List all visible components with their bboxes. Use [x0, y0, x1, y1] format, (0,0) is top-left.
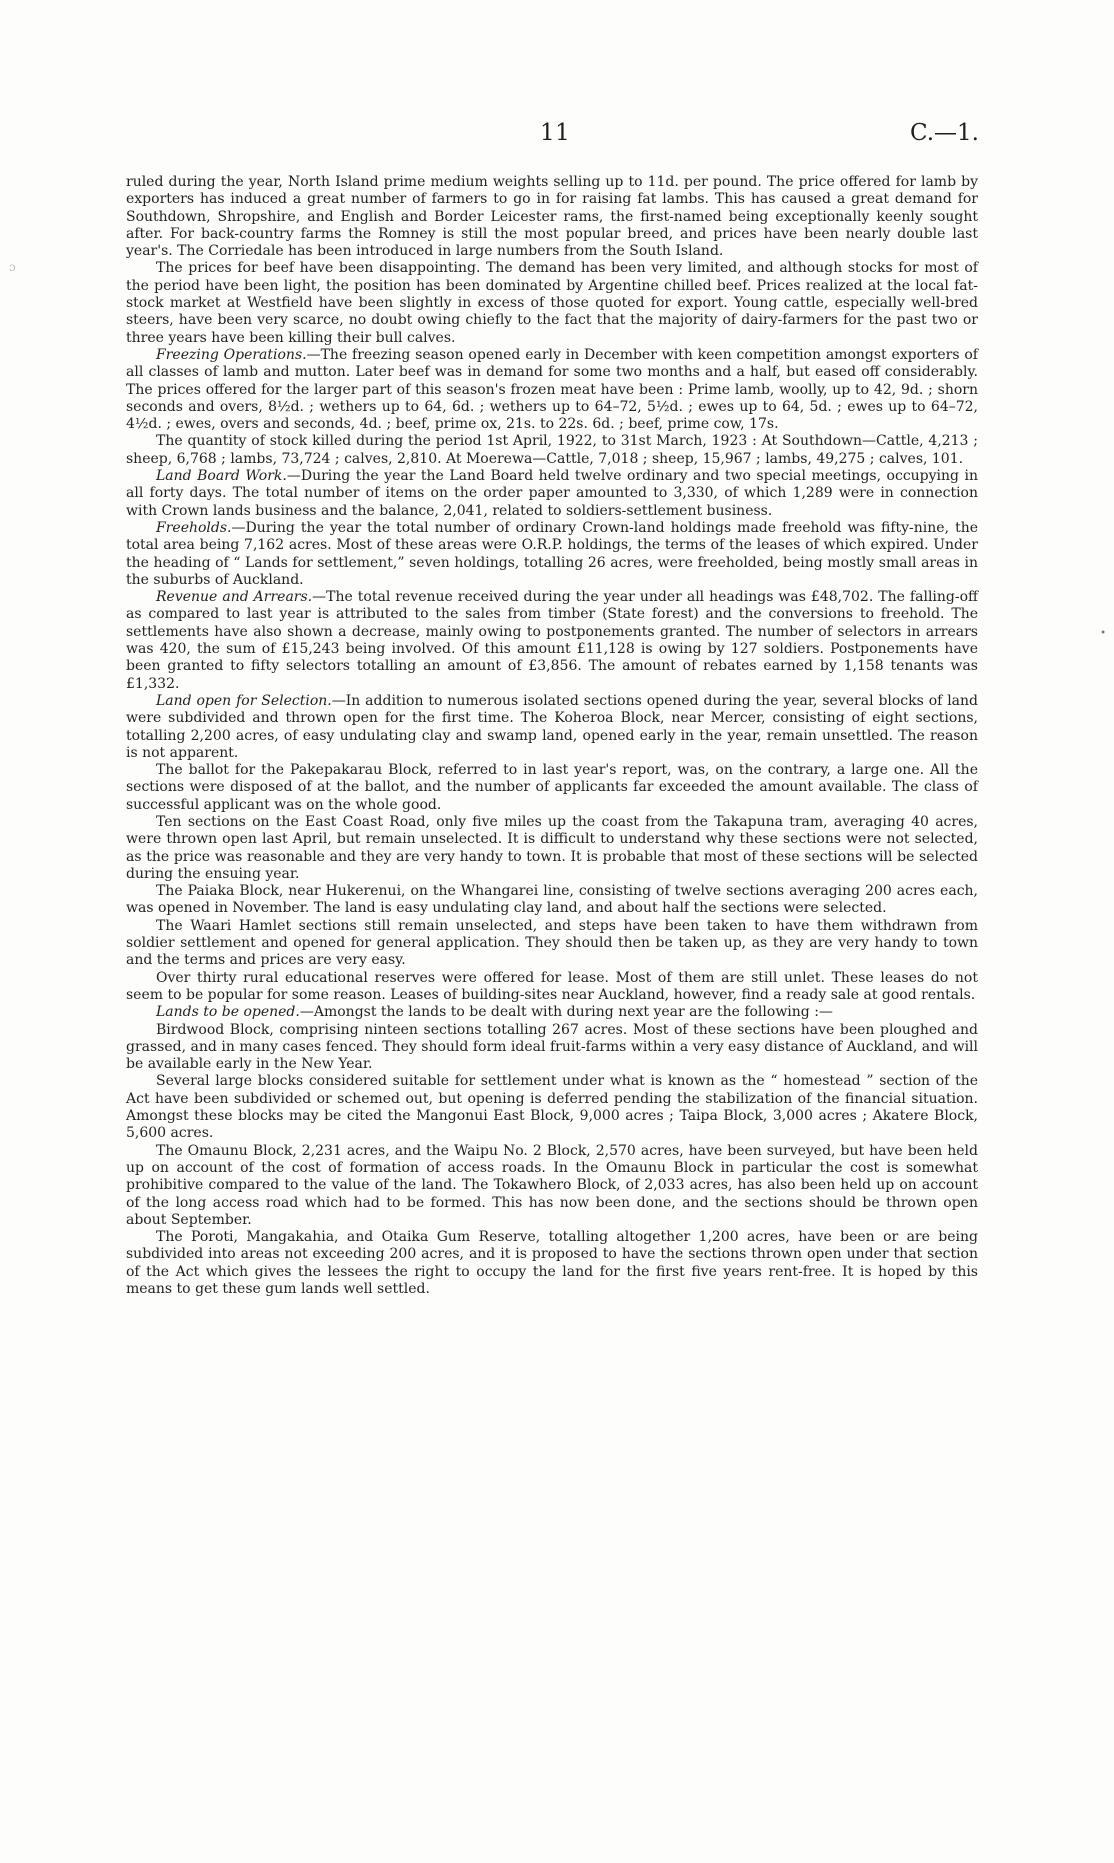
- section-heading: Land open for Selection.: [156, 692, 332, 709]
- paragraph-text: The Omaunu Block, 2,231 acres, and the Waipu No. 2 Block, 2,570 acres, have been surveyed, but have been held up on account of the cost of formation of access roads. In the Omaunu Block in particular the cost is somewhat prohibitive compared to the value of the land. The Tokawhero Block, of 2,033 acres, has also been held up on account of the long access road which had to be formed. This has now been done, and the sections should be thrown open about September.: [126, 1142, 978, 1228]
- series-code: C.—1.: [909, 120, 979, 146]
- paragraph-freezing-operations: [126, 347, 978, 433]
- paragraph-land-board-work: [126, 468, 978, 520]
- paragraph-text: The quantity of stock killed during the period 1st April, 1922, to 31st March, 1923 : At Southdown—Cattle, 4,213 ; sheep, 6,768 ; lambs, 73,724 ; calves, 2,810. At Moerewa—Cattle, 7,018 ; sheep, 15,967 ; lambs, 49,275 ; calves, 101.: [126, 433, 978, 467]
- paragraph-text: —Amongst the lands to be dealt with during next year are the following :—: [299, 1004, 833, 1021]
- paragraph-text: Several large blocks considered suitable for settlement under what is known as the “ homestead ” section of the Act have been subdivided or schemed out, but opening is deferred pending the stabilization of the financial situation. Amongst these blocks may be cited the Mangonui East Block, 9,000 acres ; Taipa Block, 3,000 acres ; Akatere Block, 5,600 acres.: [126, 1073, 978, 1142]
- section-heading: Freezing Operations.: [156, 346, 307, 363]
- paragraph-omaunu-waipu: [126, 1143, 978, 1229]
- paragraph-text: The Paiaka Block, near Hukerenui, on the Whangarei line, consisting of twelve sections averaging 200 acres each, was opened in November. The land is easy undulating clay land, and about half the sections were selected.: [126, 883, 978, 917]
- paragraph-land-open-selection: [126, 693, 978, 762]
- section-heading: Lands to be opened.: [156, 1004, 300, 1021]
- paragraph-text: Ten sections on the East Coast Road, only five miles up the coast from the Takapuna tram, averaging 40 acres, were thrown open last April, but remain unselected. It is difficult to understand why these sections were not selected, as the price was reasonable and they are very handy to town. It is probable that most of these sections will be selected during the ensuing year.: [126, 813, 978, 882]
- paragraph-text: The prices for beef have been disappointing. The demand has been very limited, and although stocks for most of the period have been light, the position has been dominated by Argentine chilled beef. Prices realized at the local fat-stock market at Westfield have been slightly in excess of those quoted for export. Young cattle, especially well-bred steers, have been very scarce, no doubt owing chiefly to the fact that the majority of dairy-farmers for the past two or three years have been killing their bull calves.: [126, 260, 978, 346]
- paragraph-text: —The freezing season opened early in December with keen competition amongst exporters of all classes of lamb and mutton. Later beef was in demand for some two months and a half, but eased off considerably. The prices offered for the larger part of this season's frozen meat have been : Prime lamb, woolly, up to 42, 9d. ; shorn seconds and overs, 8½d. ; wethers up to 64, 6d. ; wethers up to 64–72, 5½d. ; ewes up to 64, 5d. ; ewes up to 64–72, 4½d. ; ewes, overs and seconds, 4d. ; beef, prime ox, 21s. to 22s. 6d. ; beef, prime cow, 17s.: [126, 346, 978, 433]
- left-margin-mark: ɔ: [9, 260, 16, 274]
- paragraph-east-coast-road: [126, 814, 978, 883]
- paragraph-waari-hamlet: [126, 918, 978, 970]
- paragraph-text: —During the year the total number of ordinary Crown-land holdings made freehold was fifty-nine, the total area being 7,162 acres. Most of these areas were O.R.P. holdings, the terms of the leases of which expired. Under the heading of “ Lands for settlement,” seven holdings, totalling 26 acres, were freeholded, being mostly small areas in the suburbs of Auckland.: [126, 519, 978, 588]
- paragraph-pakepakarau-ballot: [126, 762, 978, 814]
- section-heading: Land Board Work.: [156, 468, 287, 485]
- paragraph-sheep-prices: [126, 174, 978, 260]
- right-margin-mark: •: [1100, 628, 1106, 639]
- paragraph-text: Birdwood Block, comprising ninteen sections totalling 267 acres. Most of these sections have been ploughed and grassed, and in many cases fenced. They should form ideal fruit-farms within a very easy distance of Auckland, and will be available early in the New Year.: [126, 1021, 978, 1073]
- paragraph-text: ruled during the year, North Island prime medium weights selling up to 11d. per pound. The price offered for lamb by exporters has induced a great number of farmers to go in for raising fat lambs. This has caused a great demand for Southdown, Shropshire, and English and Border Leicester rams, the first-named being exceptionally keenly sought after. For back-country farms the Romney is still the most popular breed, and prices have been nearly double last year's. The Corriedale has been introduced in large numbers from the South Island.: [126, 174, 978, 260]
- paragraph-text: —The total revenue received during the year under all headings was £48,702. The falling-off as compared to last year is attributed to the sales from timber (State forest) and the conversions to freehold. The settlements have also shown a decrease, mainly owing to postponements granted. The number of selectors in arrears was 420, the sum of £15,243 being involved. Of this amount £11,128 is owing by 127 soldiers. Postponements have been granted to fifty selectors totalling an amount of £3,856. The amount of rebates earned by 1,158 tenants was £1,332.: [126, 589, 978, 692]
- paragraph-freeholds: [126, 520, 978, 589]
- paragraph-beef-prices: [126, 260, 978, 346]
- paragraph-educational-reserves: [126, 970, 978, 1005]
- paragraph-text: —In addition to numerous isolated sections opened during the year, several blocks of land were subdivided and thrown open for the first time. The Koheroa Block, near Mercer, consisting of eight sections, totalling 2,200 acres, of easy undulating clay and swamp land, opened early in the year, remain unsettled. The reason is not apparent.: [126, 692, 978, 761]
- paragraph-text: Over thirty rural educational reserves were offered for lease. Most of them are still unlet. These leases do not seem to be popular for some reason. Leases of building-sites near Auckland, however, find a ready sale at good rentals.: [126, 969, 978, 1003]
- section-heading: Freeholds.: [156, 519, 232, 536]
- paragraph-text: The ballot for the Pakepakarau Block, referred to in last year's report, was, on the contrary, a large one. All the sections were disposed of at the ballot, and the number of applicants far exceeded the amount available. The class of successful applicant was on the whole good.: [126, 762, 978, 813]
- paragraph-text: The Poroti, Mangakahia, and Otaika Gum Reserve, totalling altogether 1,200 acres, have been or are being subdivided into areas not exceeding 200 acres, and it is proposed to have the sections thrown open under that section of the Act which gives the lessees the right to occupy the land for the first five years rent-free. It is hoped by this means to get these gum lands well settled.: [126, 1229, 978, 1297]
- paragraph-lands-to-be-opened: [126, 1004, 978, 1021]
- section-heading: Revenue and Arrears.: [156, 589, 313, 606]
- paragraph-paiaka-block: [126, 883, 978, 918]
- paragraph-stock-killed: [126, 433, 978, 468]
- paragraph-revenue-arrears: [126, 589, 978, 693]
- paragraph-homestead-blocks: [126, 1073, 978, 1142]
- paragraph-gum-reserve: [126, 1229, 978, 1298]
- paragraph-text: The Waari Hamlet sections still remain unselected, and steps have been taken to have them withdrawn from soldier settlement and opened for general application. They should then be taken up, as they are very handy to town and the terms and prices are very easy.: [126, 917, 978, 969]
- paragraph-birdwood-block: [126, 1022, 978, 1074]
- paragraph-text: —During the year the Land Board held twelve ordinary and two special meetings, occupying in all forty days. The total number of items on the order paper amounted to 3,330, of which 1,289 were in connection with Crown lands business and the balance, 2,041, related to soldiers-settlement business.: [126, 468, 978, 519]
- body-text: [126, 174, 978, 1298]
- page-number: 11: [540, 120, 571, 146]
